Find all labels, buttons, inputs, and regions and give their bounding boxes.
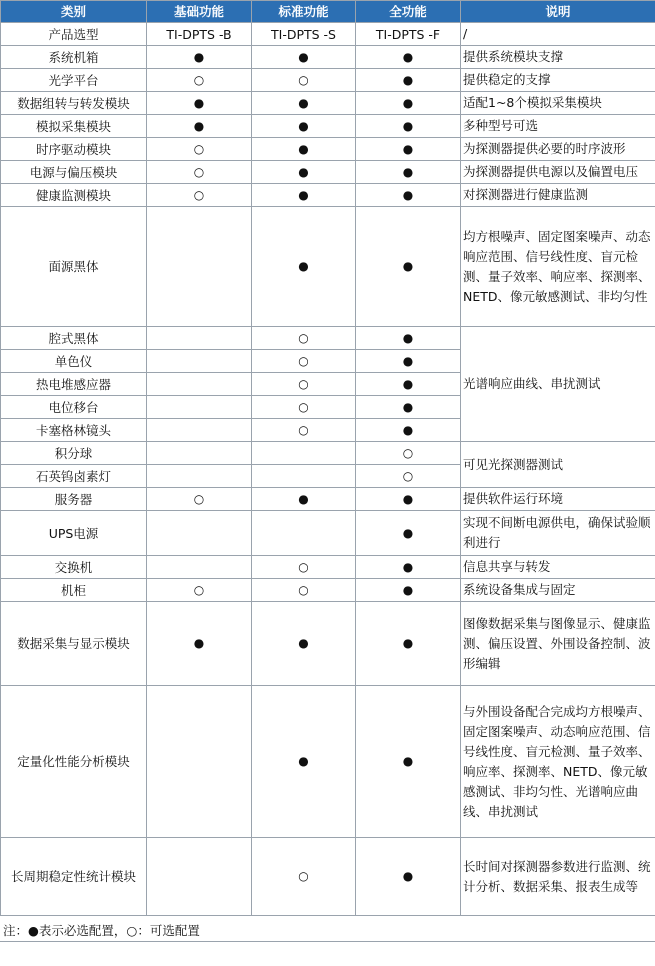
header-row [1,1,655,23]
row-name: 热电堆感应器 [1,373,147,396]
basic-mark: ● [147,602,252,686]
row-note: 适配1~8个模拟采集模块 [461,92,655,115]
full-mark: ● [356,579,461,602]
basic-mark: ○ [147,138,252,161]
model-standard: TI-DPTS -S [252,23,356,46]
standard-mark: ○ [252,556,356,579]
row-note: 系统设备集成与固定 [461,579,655,602]
full-mark: ● [356,161,461,184]
row-note: 实现不间断电源供电，确保试验顺利进行 [461,511,655,556]
row-name: 健康监测模块 [1,184,147,207]
header-full: 全功能 [356,1,461,23]
basic-mark [147,838,252,916]
table-row [1,442,655,465]
standard-mark: ● [252,115,356,138]
row-name: 单色仪 [1,350,147,373]
row-note: 长时间对探测器参数进行监测、统计分析、数据采集、报表生成等 [461,838,655,916]
table-row [1,579,655,602]
row-name: 腔式黑体 [1,327,147,350]
row-name: 面源黑体 [1,207,147,327]
basic-mark: ● [147,115,252,138]
full-mark: ● [356,69,461,92]
standard-mark: ○ [252,373,356,396]
row-note: 对探测器进行健康监测 [461,184,655,207]
table-row [1,69,655,92]
row-name: 机柜 [1,579,147,602]
row-name: 电位移台 [1,396,147,419]
row-name: UPS电源 [1,511,147,556]
basic-mark: ○ [147,184,252,207]
row-note: 均方根噪声、固定图案噪声、动态响应范围、信号线性度、盲元检测、量子效率、响应率、探测率、NETD、像元敏感测试、非均匀性 [461,207,655,327]
row-name: 交换机 [1,556,147,579]
row-name: 模拟采集模块 [1,115,147,138]
basic-mark [147,207,252,327]
full-mark: ● [356,350,461,373]
standard-mark: ○ [252,327,356,350]
standard-mark: ○ [252,838,356,916]
full-mark: ● [356,511,461,556]
basic-mark [147,396,252,419]
standard-mark: ○ [252,419,356,442]
row-name: 积分球 [1,442,147,465]
row-name: 系统机箱 [1,46,147,69]
model-label: 产品选型 [1,23,147,46]
header-description: 说明 [461,1,655,23]
row-note: 图像数据采集与图像显示、健康监测、偏压设置、外围设备控制、波形编辑 [461,602,655,686]
row-note: 提供稳定的支撑 [461,69,655,92]
full-mark: ● [356,207,461,327]
table-row [1,138,655,161]
table-row [1,115,655,138]
basic-mark [147,686,252,838]
basic-mark [147,350,252,373]
header-basic: 基础功能 [147,1,252,23]
standard-mark: ○ [252,396,356,419]
full-mark: ● [356,556,461,579]
row-name: 石英钨卤素灯 [1,465,147,488]
model-basic: TI-DPTS -B [147,23,252,46]
basic-mark [147,419,252,442]
basic-mark: ○ [147,488,252,511]
full-mark: ● [356,115,461,138]
footnote: 注：●表示必选配置，○：可选配置 [3,923,200,938]
full-mark: ● [356,138,461,161]
full-mark: ● [356,327,461,350]
full-mark: ● [356,373,461,396]
standard-mark: ○ [252,350,356,373]
full-mark: ● [356,92,461,115]
row-note: 可见光探测器测试 [461,442,655,488]
standard-mark: ● [252,46,356,69]
table-row [1,327,655,350]
full-mark: ○ [356,465,461,488]
model-row [1,23,655,46]
header-category: 类别 [1,1,147,23]
basic-mark [147,465,252,488]
header-standard: 标准功能 [252,1,356,23]
row-name: 数据组转与转发模块 [1,92,147,115]
row-name: 服务器 [1,488,147,511]
full-mark: ● [356,419,461,442]
row-note: 与外围设备配合完成均方根噪声、固定图案噪声、动态响应范围、信号线性度、盲元检测、量子效率、响应率、探测率、NETD、像元敏感测试、非均匀性、光谱响应曲线、串扰测试 [461,686,655,838]
table-row [1,556,655,579]
table-row [1,511,655,556]
full-mark: ○ [356,442,461,465]
basic-mark [147,442,252,465]
standard-mark [252,511,356,556]
basic-mark [147,511,252,556]
table-row [1,602,655,686]
row-name: 长周期稳定性统计模块 [1,838,147,916]
basic-mark [147,373,252,396]
basic-mark: ○ [147,69,252,92]
row-name: 电源与偏压模块 [1,161,147,184]
row-note: 光谱响应曲线、串扰测试 [461,327,655,442]
table-row [1,207,655,327]
basic-mark: ○ [147,161,252,184]
standard-mark: ● [252,92,356,115]
table-row [1,46,655,69]
standard-mark: ○ [252,69,356,92]
model-note: / [461,23,655,46]
full-mark: ● [356,396,461,419]
basic-mark: ● [147,92,252,115]
standard-mark: ● [252,161,356,184]
row-name: 定量化性能分析模块 [1,686,147,838]
row-note: 为探测器提供电源以及偏置电压 [461,161,655,184]
basic-mark: ● [147,46,252,69]
row-note: 为探测器提供必要的时序波形 [461,138,655,161]
model-full: TI-DPTS -F [356,23,461,46]
standard-mark: ● [252,686,356,838]
table-row [1,161,655,184]
row-name: 光学平台 [1,69,147,92]
full-mark: ● [356,488,461,511]
basic-mark [147,556,252,579]
table-row [1,686,655,838]
basic-mark: ○ [147,579,252,602]
row-name: 数据采集与显示模块 [1,602,147,686]
row-note: 信息共享与转发 [461,556,655,579]
standard-mark [252,442,356,465]
full-mark: ● [356,838,461,916]
standard-mark: ● [252,184,356,207]
standard-mark [252,465,356,488]
table-row [1,184,655,207]
row-note: 多种型号可选 [461,115,655,138]
table-row [1,488,655,511]
full-mark: ● [356,602,461,686]
table-row [1,838,655,916]
standard-mark: ● [252,207,356,327]
standard-mark: ○ [252,579,356,602]
full-mark: ● [356,184,461,207]
row-name: 时序驱动模块 [1,138,147,161]
row-note: 提供软件运行环境 [461,488,655,511]
row-note: 提供系统模块支撑 [461,46,655,69]
basic-mark [147,327,252,350]
table-row [1,92,655,115]
footnote-divider [0,941,655,942]
full-mark: ● [356,46,461,69]
standard-mark: ● [252,138,356,161]
standard-mark: ● [252,602,356,686]
full-mark: ● [356,686,461,838]
standard-mark: ● [252,488,356,511]
row-name: 卡塞格林镜头 [1,419,147,442]
